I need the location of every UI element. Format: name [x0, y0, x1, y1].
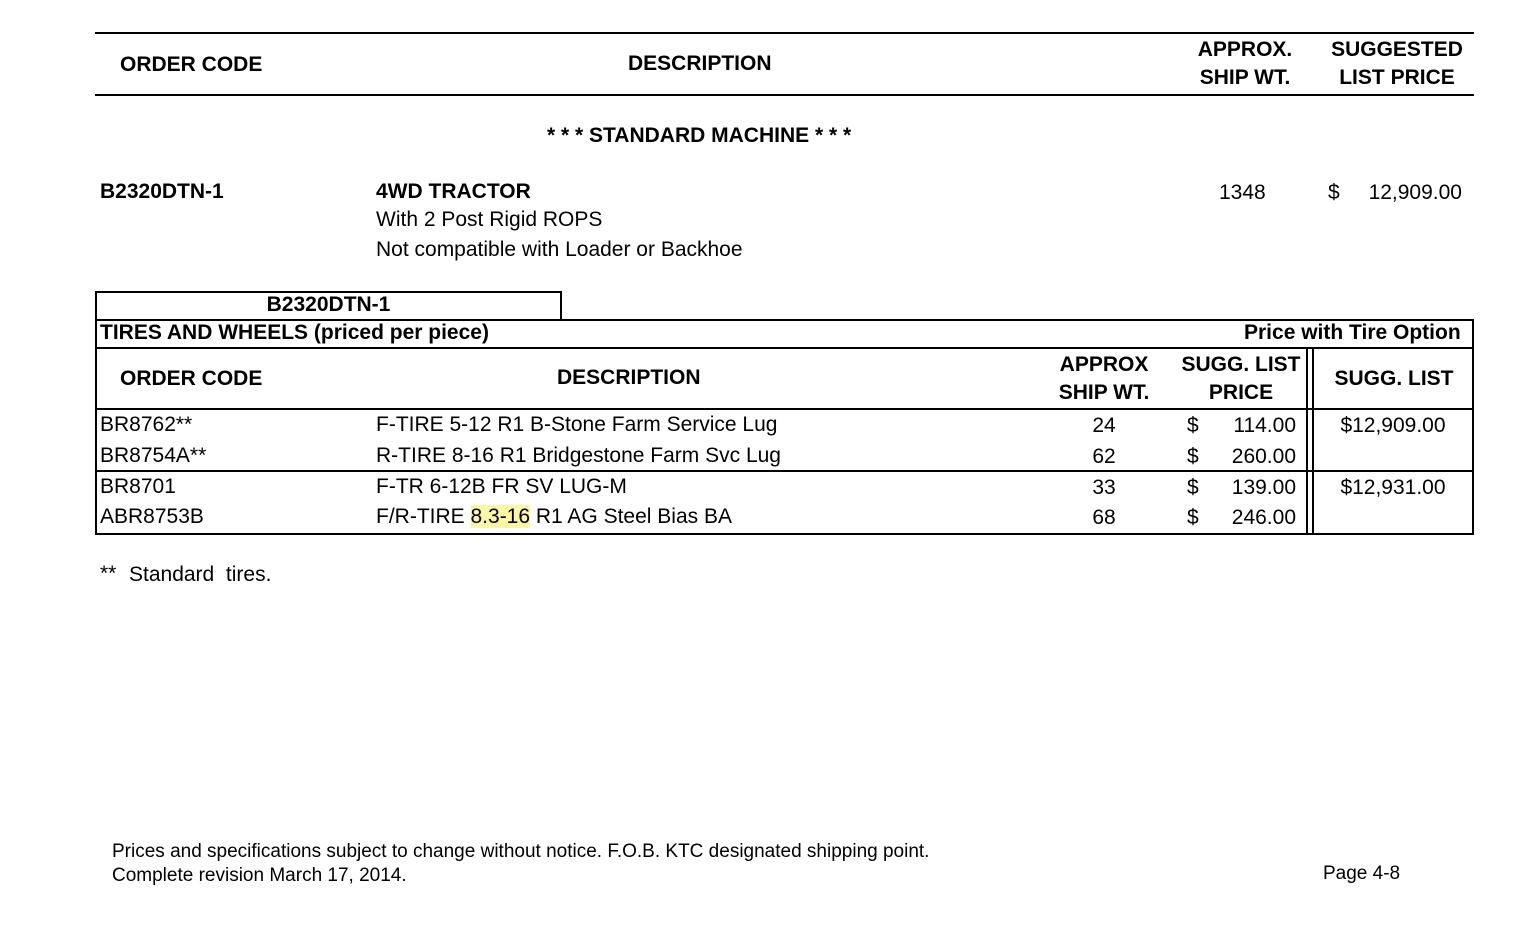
row-currency: $: [1187, 506, 1199, 529]
tires-col-ship-wt-line2: SHIP WT.: [1058, 381, 1150, 404]
machine-order-code: B2320DTN-1: [100, 180, 224, 203]
header-ship-wt-line1: APPROX.: [1197, 38, 1293, 61]
header-list-price: [1322, 36, 1472, 92]
row-currency: $: [1187, 445, 1199, 468]
tires-price-option-title: Price with Tire Option: [1244, 321, 1461, 344]
option-price-1: $12,909.00: [1340, 414, 1446, 437]
row-order-code: BR8754A**: [100, 444, 207, 467]
option-price-2: $12,931.00: [1340, 476, 1446, 499]
header-ship-wt: [1180, 36, 1310, 92]
machine-title: 4WD TRACTOR: [376, 180, 531, 203]
machine-ship-wt: 1348: [1219, 181, 1266, 204]
tires-header-rule: [95, 408, 1474, 410]
header-order-code: ORDER CODE: [120, 53, 263, 76]
machine-desc-line2: Not compatible with Loader or Backhoe: [376, 238, 743, 261]
machine-price: 12,909.00: [1368, 181, 1462, 204]
header-list-price-line1: SUGGESTED: [1331, 38, 1463, 61]
row-ship-wt: 24: [1092, 414, 1116, 437]
footnote-mark: **: [100, 562, 117, 585]
machine-currency: $: [1328, 181, 1340, 204]
row-price: 114.00: [1233, 414, 1296, 437]
footnote-text: Standard tires.: [129, 563, 272, 586]
model-tab-label: B2320DTN-1: [266, 293, 391, 316]
standard-machine-heading: * * * STANDARD MACHINE * * *: [547, 124, 852, 147]
tires-col-option: SUGG. LIST: [1334, 367, 1454, 390]
row-price: 260.00: [1231, 445, 1296, 468]
header-top-rule: [95, 32, 1474, 34]
row-order-code: ABR8753B: [100, 505, 204, 528]
header-description: DESCRIPTION: [628, 52, 772, 75]
row-order-code: BR8762**: [100, 413, 193, 436]
tires-col-price-line1: SUGG. LIST: [1181, 353, 1301, 376]
row-order-code: BR8701: [100, 475, 176, 498]
footer-line2: Complete revision March 17, 2014.: [112, 865, 407, 886]
row-currency: $: [1187, 476, 1199, 499]
row-ship-wt: 33: [1092, 476, 1116, 499]
row-description-highlight: 8.3-16: [470, 505, 531, 528]
row-price: 139.00: [1231, 476, 1296, 499]
row-description-post: R1 AG Steel Bias BA: [530, 505, 732, 528]
header-ship-wt-line2: SHIP WT.: [1199, 66, 1291, 89]
footer-line1: Prices and specifications subject to change without notice. F.O.B. KTC designated shipping point.: [112, 841, 930, 862]
tires-col-order-code: ORDER CODE: [120, 367, 263, 390]
tires-col-price: [1174, 351, 1308, 407]
row-description-pre: F/R-TIRE: [376, 505, 471, 528]
tires-section-title: TIRES AND WHEELS (priced per piece): [100, 321, 489, 344]
row-description: F-TR 6-12B FR SV LUG-M: [376, 475, 627, 498]
row-description: [376, 503, 732, 531]
row-currency: $: [1187, 414, 1199, 437]
tires-col-price-line2: PRICE: [1208, 381, 1274, 404]
header-bottom-rule: [95, 94, 1474, 96]
machine-desc-line1: With 2 Post Rigid ROPS: [376, 208, 603, 231]
row-description: R-TIRE 8-16 R1 Bridgestone Farm Svc Lug: [376, 444, 781, 467]
page-number: Page 4-8: [1323, 863, 1401, 884]
tires-col-ship-wt: [1044, 351, 1164, 407]
tires-col-ship-wt-line1: APPROX: [1059, 353, 1149, 376]
row-description: F-TIRE 5-12 R1 B-Stone Farm Service Lug: [376, 413, 778, 436]
row-ship-wt: 62: [1092, 445, 1116, 468]
row-price: 246.00: [1231, 506, 1296, 529]
header-list-price-line2: LIST PRICE: [1339, 66, 1455, 89]
row-ship-wt: 68: [1092, 506, 1116, 529]
tires-col-description: DESCRIPTION: [557, 366, 701, 389]
tires-title-rule: [95, 347, 1474, 349]
